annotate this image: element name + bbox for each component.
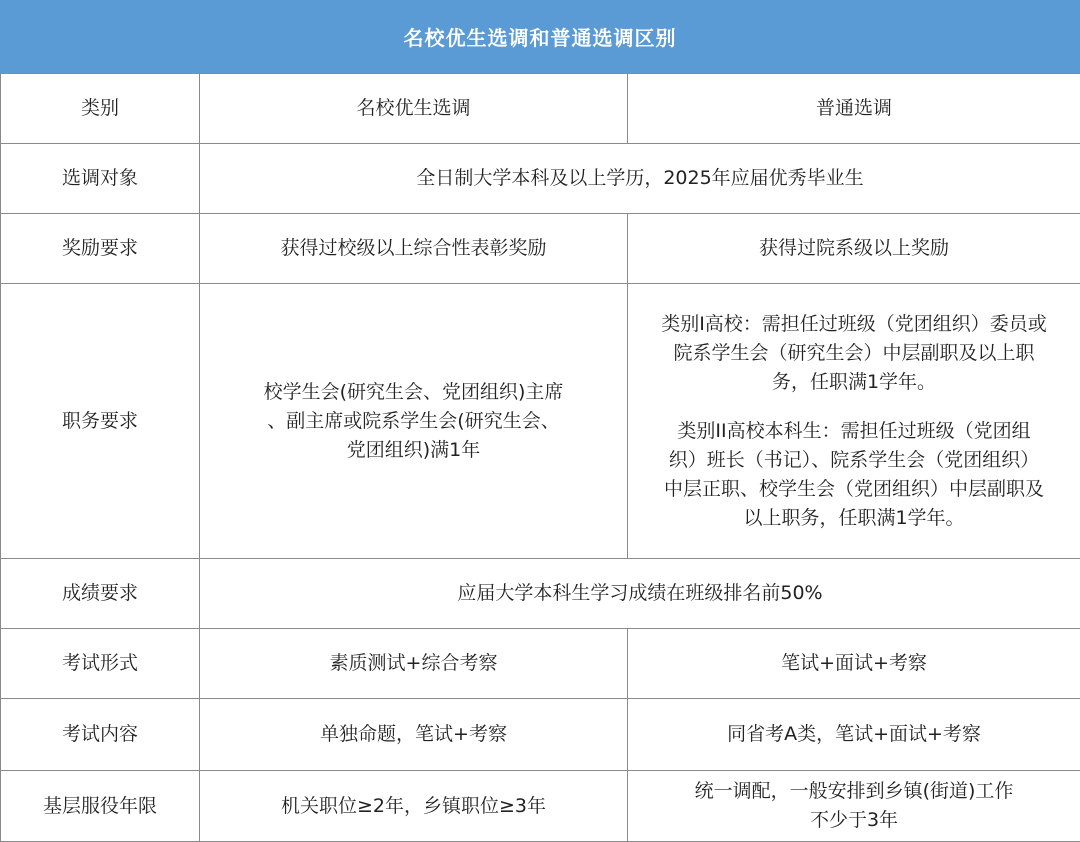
duty-normal-line: 以上职务，任职满1学年。 — [743, 506, 965, 529]
award-elite-cell: 获得过校级以上综合性表彰奖励 — [200, 214, 628, 284]
row-label-exam-content: 考试内容 — [1, 699, 200, 771]
header-row — [1, 74, 1080, 144]
row-label-target: 选调对象 — [1, 144, 200, 214]
duty-normal-line: 类别II高校本科生：需担任过班级（党团组 — [677, 419, 1031, 442]
duty-elite-line: 党团组织)满1年 — [346, 438, 481, 461]
table-title: 名校优生选调和普通选调区别 — [0, 0, 1080, 73]
service-normal-cell — [628, 771, 1080, 842]
service-normal-line: 统一调配，一般安排到乡镇(街道)工作 — [694, 780, 1014, 802]
row-exam-form — [1, 629, 1080, 699]
row-label-exam-form: 考试形式 — [1, 629, 200, 699]
duty-normal-line: 务，任职满1学年。 — [771, 370, 937, 393]
exam-form-elite-cell: 素质测试+综合考察 — [200, 629, 628, 699]
target-merged-cell: 全日制大学本科及以上学历，2025年应届优秀毕业生 — [200, 144, 1080, 214]
service-normal-line: 不少于3年 — [809, 809, 899, 831]
row-target — [1, 144, 1080, 214]
row-label-service: 基层服役年限 — [1, 771, 200, 842]
duty-elite-line: 、副主席或院系学生会(研究生会、 — [267, 409, 560, 432]
comparison-table — [0, 73, 1080, 842]
exam-form-normal-cell: 笔试+面试+考察 — [628, 629, 1080, 699]
paragraph-gap — [638, 397, 1070, 417]
service-elite-cell: 机关职位≥2年，乡镇职位≥3年 — [200, 771, 628, 842]
duty-normal-cell — [628, 284, 1080, 559]
award-normal-cell: 获得过院系级以上奖励 — [628, 214, 1080, 284]
exam-content-elite-cell: 单独命题，笔试+考察 — [200, 699, 628, 771]
grade-merged-cell: 应届大学本科生学习成绩在班级排名前50% — [200, 559, 1080, 629]
duty-normal-line: 类别I高校：需担任过班级（党团组织）委员或 — [661, 312, 1047, 335]
row-exam-content — [1, 699, 1080, 771]
row-grade — [1, 559, 1080, 629]
row-label-award: 奖励要求 — [1, 214, 200, 284]
row-label-duty: 职务要求 — [1, 284, 200, 559]
header-category: 类别 — [1, 74, 200, 144]
duty-elite-cell — [200, 284, 628, 559]
header-elite: 名校优生选调 — [200, 74, 628, 144]
duty-normal-line: 院系学生会（研究生会）中层副职及以上职 — [673, 341, 1035, 364]
row-label-grade: 成绩要求 — [1, 559, 200, 629]
row-service — [1, 771, 1080, 842]
row-award — [1, 214, 1080, 284]
duty-normal-line: 织）班长（书记）、院系学生会（党团组织） — [668, 448, 1040, 471]
header-normal: 普通选调 — [628, 74, 1080, 144]
duty-normal-line: 中层正职、校学生会（党团组织）中层副职及 — [663, 477, 1044, 500]
duty-elite-line: 校学生会(研究生会、党团组织)主席 — [263, 380, 564, 403]
exam-content-normal-cell: 同省考A类，笔试+面试+考察 — [628, 699, 1080, 771]
row-duty — [1, 284, 1080, 559]
